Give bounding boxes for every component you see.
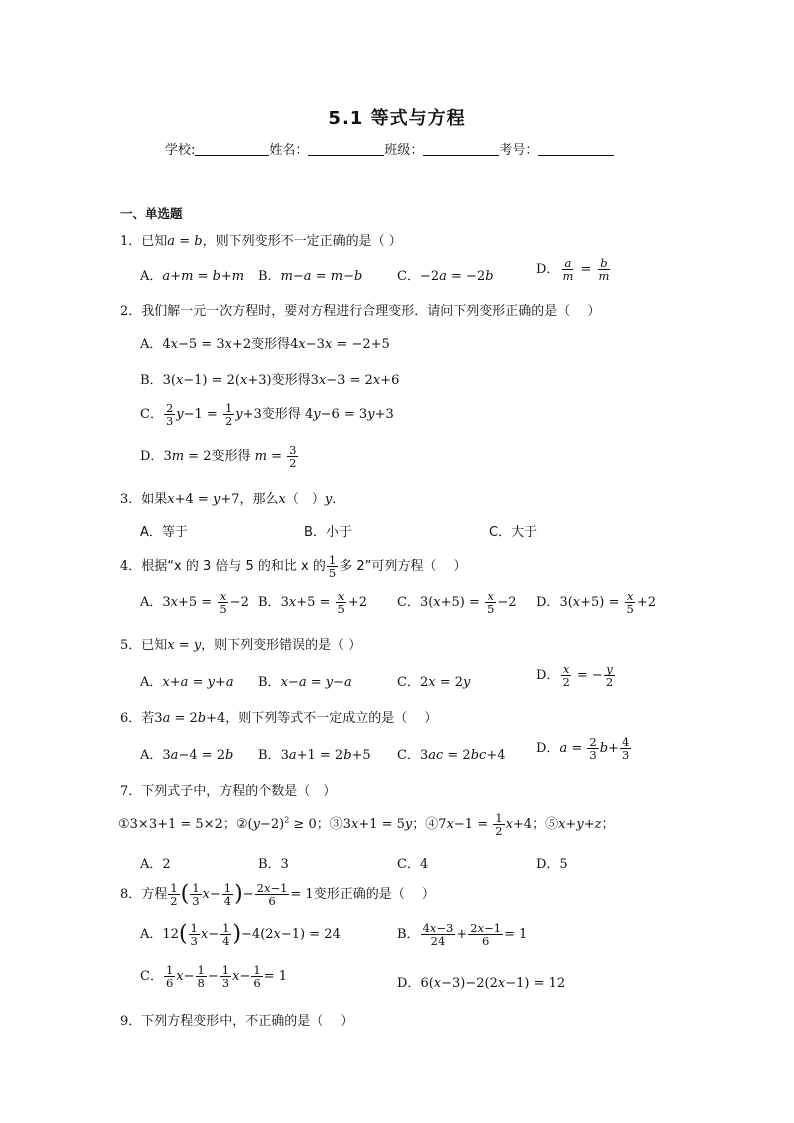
q5-option-b[interactable]: B．x−a = y−a [258,675,352,690]
number-blank[interactable] [538,141,614,156]
question-7: 7．下列式子中，方程的个数是（ ） [120,784,337,799]
q8-option-d[interactable]: D．6(x−3)−2(2x−1) = 12 [397,976,566,991]
q5-option-d[interactable]: D． $\frac{x}{2}$ = − $\frac{y}{2}$ [536,662,614,690]
q5-option-a[interactable]: A．x+a = y+a [140,675,234,690]
q4-option-c[interactable]: C．3(x+5) = $\frac{x}{5}$ −2 [397,589,517,617]
number-label: 考号： [499,143,539,158]
q3-option-b[interactable]: B．小于 [304,525,352,540]
school-label: 学校: [165,143,196,158]
q2-option-b[interactable]: B．3(x−1) = 2(x+3)变形得3x−3 = 2x+6 [140,373,400,388]
q5-option-c[interactable]: C．2x = 2y [397,675,471,690]
q6-option-c[interactable]: C．3ac = 2bc+4 [397,748,506,763]
section-heading: 一、单选题 [120,206,183,221]
q7-option-c[interactable]: C．4 [397,857,429,872]
school-blank[interactable] [195,141,269,156]
q6-option-a[interactable]: A．3a−4 = 2b [140,748,234,763]
name-blank[interactable] [308,141,384,156]
student-info [165,139,614,158]
q3-option-a[interactable]: A．等于 [140,525,188,540]
q2-option-d[interactable]: D．3m = 2变形得 m = $\frac{3}{2}$ [140,443,297,471]
q4-option-a[interactable]: A．3x+5 = $\frac{x}{5}$ −2 [140,589,249,617]
q2-option-c[interactable]: C． $\frac{2}{3}$ y−1 = $\frac{1}{2}$ y+3变形得 4y−6 = 3y+3 [140,401,394,429]
q6-option-b[interactable]: B．3a+1 = 2b+5 [258,748,371,763]
q6-option-d[interactable]: D．a = $\frac{2}{3}$ b+ $\frac{4}{3}$ [536,735,630,763]
question-6: 6．若3a = 2b+4，则下列等式不一定成立的是（ ） [120,711,438,726]
question-8: 8．方程 $\frac{1}{2}$ ( $\frac{1}{3}$ x− $\frac{1}{4}$ )− $\frac{2x-1}{6}$ = 1变形正确的是（ ） [120,881,435,909]
q8-option-c[interactable]: C． $\frac{1}{6}$ x− $\frac{1}{8}$ − $\frac{1}{3}$ x− $\frac{1}{6}$ = 1 [140,963,287,991]
q7-option-a[interactable]: A．2 [140,857,171,872]
question-9: 9．下列方程变形中，不正确的是（ ） [120,1014,354,1029]
question-3: 3．如果x+4 = y+7，那么x（ ）y． [120,492,346,507]
q8-option-a[interactable]: A．12( $\frac{1}{3}$ x− $\frac{1}{4}$ )−4(2x−1) = 24 [140,921,341,949]
q2-option-a[interactable]: A．4x−5 = 3x+2变形得4x−3x = −2+5 [140,337,390,352]
question-1: 1．已知a = b，则下列变形不一定正确的是（ ） [120,234,402,249]
question-2: 2．我们解一元一次方程时，要对方程进行合理变形．请问下列变形正确的是（ ） [120,304,601,319]
q1-option-c[interactable]: C．−2a = −2b [397,269,494,284]
class-blank[interactable] [423,141,499,156]
q4-option-b[interactable]: B．3x+5 = $\frac{x}{5}$ +2 [258,589,368,617]
class-label: 班级： [384,143,424,158]
q7-option-b[interactable]: B．3 [258,857,289,872]
page-title: 5.1 等式与方程 [328,108,466,129]
q7-option-d[interactable]: D．5 [536,857,568,872]
q1-option-d[interactable]: D． $\frac{a}{m}$ = $\frac{b}{m}$ [536,256,610,284]
q1-option-a[interactable]: A．a+m = b+m [140,269,245,284]
question-4: 4．根据“x 的 3 倍与 5 的和比 x 的 $\frac{1}{5}$ 多 2”可列方程（ ） [120,553,467,581]
name-label: 姓名： [269,143,309,158]
q8-option-b[interactable]: B． $\frac{4x-3}{24}$ + $\frac{2x-1}{6}$ = 1 [397,921,528,949]
q4-option-d[interactable]: D．3(x+5) = $\frac{x}{5}$ +2 [536,589,657,617]
q1-option-b[interactable]: B．m−a = m−b [258,269,363,284]
question-5: 5．已知x = y，则下列变形错误的是（ ） [120,638,362,653]
q3-option-c[interactable]: C．大于 [489,525,538,540]
q7-expressions: ①3×3+1 = 5×2；$②(y-2)^2 \ge 0$；③3x+1 = 5y；④7x−1 = $\frac{1}{2}$ x+4；⑤x+y+z； [118,811,615,839]
